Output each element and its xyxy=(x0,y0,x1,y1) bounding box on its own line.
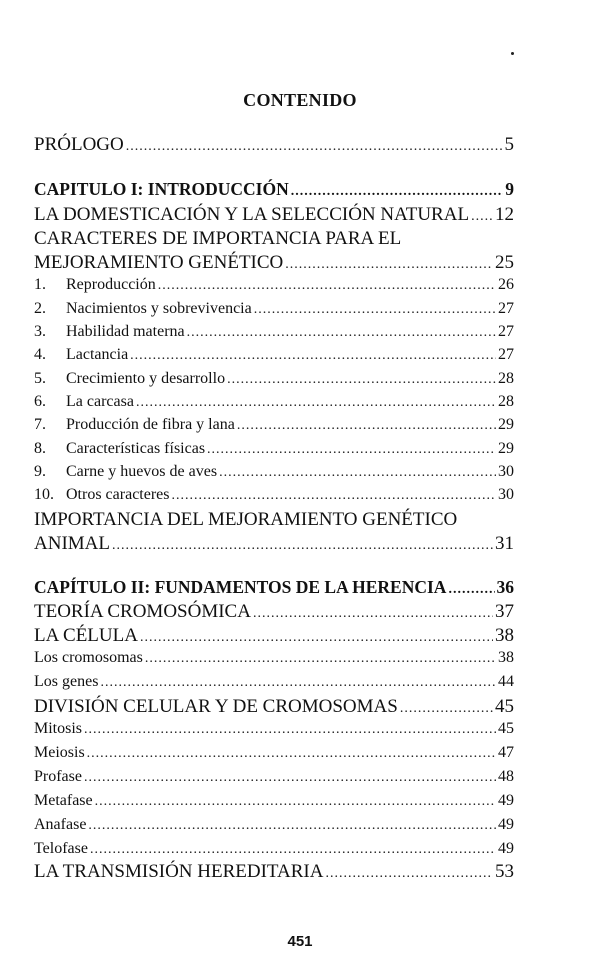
dot-leader xyxy=(254,302,496,318)
toc-entry-caracteres[interactable] xyxy=(34,252,514,274)
toc-label: DIVISIÓN CELULAR Y DE CROMOSOMAS xyxy=(34,696,398,717)
toc-page: 9 xyxy=(505,179,514,199)
toc-entry-chapter-2[interactable] xyxy=(34,577,514,598)
toc-page: 47 xyxy=(498,744,514,761)
toc-page: 49 xyxy=(498,840,514,857)
toc-entry-transmision[interactable] xyxy=(34,861,514,883)
toc-label: Lactancia xyxy=(66,346,129,363)
toc-page: 27 xyxy=(498,346,514,363)
toc-page: 25 xyxy=(495,252,514,273)
toc-entry-item-5[interactable] xyxy=(34,370,514,388)
dot-leader xyxy=(95,794,496,810)
toc-label: LA DOMESTICACIÓN Y LA SELECCIÓN NATURAL xyxy=(34,204,470,225)
toc-label: Los genes xyxy=(34,673,99,690)
toc-entry-telofase[interactable] xyxy=(34,840,514,858)
toc-entry-meiosis[interactable] xyxy=(34,744,514,762)
dot-leader xyxy=(172,488,497,504)
toc-entry-item-2[interactable] xyxy=(34,300,514,318)
toc-page: 45 xyxy=(498,720,514,737)
toc-page: 30 xyxy=(498,463,514,480)
dot-leader xyxy=(237,418,496,434)
toc-entry-mitosis[interactable] xyxy=(34,720,514,738)
page-number: 451 xyxy=(287,933,313,950)
toc-label: Profase xyxy=(34,768,82,785)
toc-label: Mitosis xyxy=(34,720,83,737)
dot-leader xyxy=(100,675,496,691)
toc-entry-caracteres-line1[interactable] xyxy=(34,228,514,250)
item-number: 4. xyxy=(34,346,46,363)
toc-label: Telofase xyxy=(34,840,88,857)
item-number: 3. xyxy=(34,323,46,340)
toc-page: 29 xyxy=(498,440,514,457)
dot-leader xyxy=(84,770,496,786)
toc-label: CAPITULO I: INTRODUCCIÓN xyxy=(34,179,289,199)
dot-leader xyxy=(84,722,496,738)
toc-entry-item-8[interactable] xyxy=(34,440,514,458)
toc-page: 28 xyxy=(498,370,514,387)
toc-entry-cromosomas[interactable] xyxy=(34,649,514,667)
item-number: 1. xyxy=(34,276,46,293)
toc-page: 49 xyxy=(498,792,514,809)
toc-page: 53 xyxy=(495,861,514,882)
toc-label: MEJORAMIENTO GENÉTICO xyxy=(34,252,284,273)
dot-leader xyxy=(448,582,494,598)
toc-label: Características físicas xyxy=(66,440,206,457)
toc-label: PRÓLOGO xyxy=(34,134,124,155)
dot-leader xyxy=(158,278,496,294)
dot-leader xyxy=(87,746,496,762)
toc-page: 48 xyxy=(498,768,514,785)
toc-entry-item-7[interactable] xyxy=(34,416,514,434)
toc-label: TEORÍA CROMOSÓMICA xyxy=(34,601,251,622)
item-number: 10. xyxy=(34,486,54,503)
toc-entry-genes[interactable] xyxy=(34,673,514,691)
dot-leader xyxy=(291,184,504,200)
toc-entry-profase[interactable] xyxy=(34,768,514,786)
toc-label: Producción de fibra y lana xyxy=(66,416,235,433)
dot-leader xyxy=(400,701,493,717)
dot-leader xyxy=(253,606,493,622)
item-number: 2. xyxy=(34,300,46,317)
item-number: 8. xyxy=(34,440,46,457)
toc-label: Anafase xyxy=(34,816,87,833)
toc-label: CAPÍTULO II: FUNDAMENTOS DE LA HERENCIA xyxy=(34,577,447,597)
dot-leader xyxy=(285,257,493,273)
toc-page: 30 xyxy=(498,486,514,503)
dot-leader xyxy=(187,325,496,341)
toc-page: 31 xyxy=(495,533,514,554)
toc-page: 36 xyxy=(496,577,514,597)
item-number: 5. xyxy=(34,370,46,387)
toc-entry-anafase[interactable] xyxy=(34,816,514,834)
dot-leader xyxy=(130,348,496,364)
toc-label: CARACTERES DE IMPORTANCIA PARA EL xyxy=(34,228,402,249)
toc-label: Reproducción xyxy=(66,276,156,293)
dot-leader xyxy=(227,372,496,388)
toc-entry-item-10[interactable] xyxy=(34,486,514,504)
toc-page: 5 xyxy=(504,134,514,155)
toc-label: Meiosis xyxy=(34,744,85,761)
dot-leader xyxy=(325,866,493,882)
toc-page: 29 xyxy=(498,416,514,433)
dot-leader xyxy=(90,842,496,858)
toc-page: 12 xyxy=(495,204,514,225)
toc-label: LA TRANSMISIÓN HEREDITARIA xyxy=(34,861,324,882)
toc-entry-domesticacion[interactable] xyxy=(34,204,514,226)
toc-page: 38 xyxy=(498,649,514,666)
toc-page: 37 xyxy=(495,601,514,622)
dot-leader xyxy=(207,442,496,458)
toc-page: 26 xyxy=(498,276,514,293)
toc-entry-importancia-line1[interactable] xyxy=(34,509,514,531)
dot-leader xyxy=(112,538,493,554)
dot-leader xyxy=(140,630,493,646)
toc-entry-prologo[interactable] xyxy=(34,134,514,156)
toc-label: Carne y huevos de aves xyxy=(66,463,218,480)
toc-page: 27 xyxy=(498,323,514,340)
toc-entry-chapter-1[interactable] xyxy=(34,179,514,200)
item-number: 9. xyxy=(34,463,46,480)
toc-entry-division[interactable] xyxy=(34,696,514,718)
toc-page: 44 xyxy=(498,673,514,690)
toc-label: Otros caracteres xyxy=(66,486,170,503)
toc-entry-importancia[interactable] xyxy=(34,533,514,555)
toc-page: 49 xyxy=(498,816,514,833)
dot-leader xyxy=(219,465,496,481)
toc-entry-item-1[interactable] xyxy=(34,276,514,294)
toc-entry-teoria[interactable] xyxy=(34,601,514,623)
toc-entry-item-4[interactable] xyxy=(34,346,514,364)
toc-entry-metafase[interactable] xyxy=(34,792,514,810)
item-number: 7. xyxy=(34,416,46,433)
toc-label: Los cromosomas xyxy=(34,649,143,666)
toc-page: 27 xyxy=(498,300,514,317)
toc-page: 28 xyxy=(498,393,514,410)
dot-leader xyxy=(471,209,493,225)
toc-label: Crecimiento y desarrollo xyxy=(66,370,226,387)
dot-leader xyxy=(88,818,496,834)
toc-label: ANIMAL xyxy=(34,533,110,554)
toc-entry-celula[interactable] xyxy=(34,625,514,647)
toc-entry-item-6[interactable] xyxy=(34,393,514,411)
toc-label: La carcasa xyxy=(66,393,134,410)
toc-label: Metafase xyxy=(34,792,93,809)
table-of-contents xyxy=(34,0,514,969)
dot-leader xyxy=(145,651,496,667)
toc-entry-item-9[interactable] xyxy=(34,463,514,481)
toc-page: 38 xyxy=(495,625,514,646)
toc-label: IMPORTANCIA DEL MEJORAMIENTO GENÉTICO xyxy=(34,509,458,530)
dot-leader xyxy=(136,395,496,411)
toc-label: Habilidad materna xyxy=(66,323,185,340)
dot-leader xyxy=(126,139,503,155)
page-title: CONTENIDO xyxy=(243,90,357,110)
toc-entry-item-3[interactable] xyxy=(34,323,514,341)
toc-label: Nacimientos y sobrevivencia xyxy=(66,300,252,317)
toc-page: 45 xyxy=(495,696,514,717)
toc-label: LA CÉLULA xyxy=(34,625,138,646)
item-number: 6. xyxy=(34,393,46,410)
